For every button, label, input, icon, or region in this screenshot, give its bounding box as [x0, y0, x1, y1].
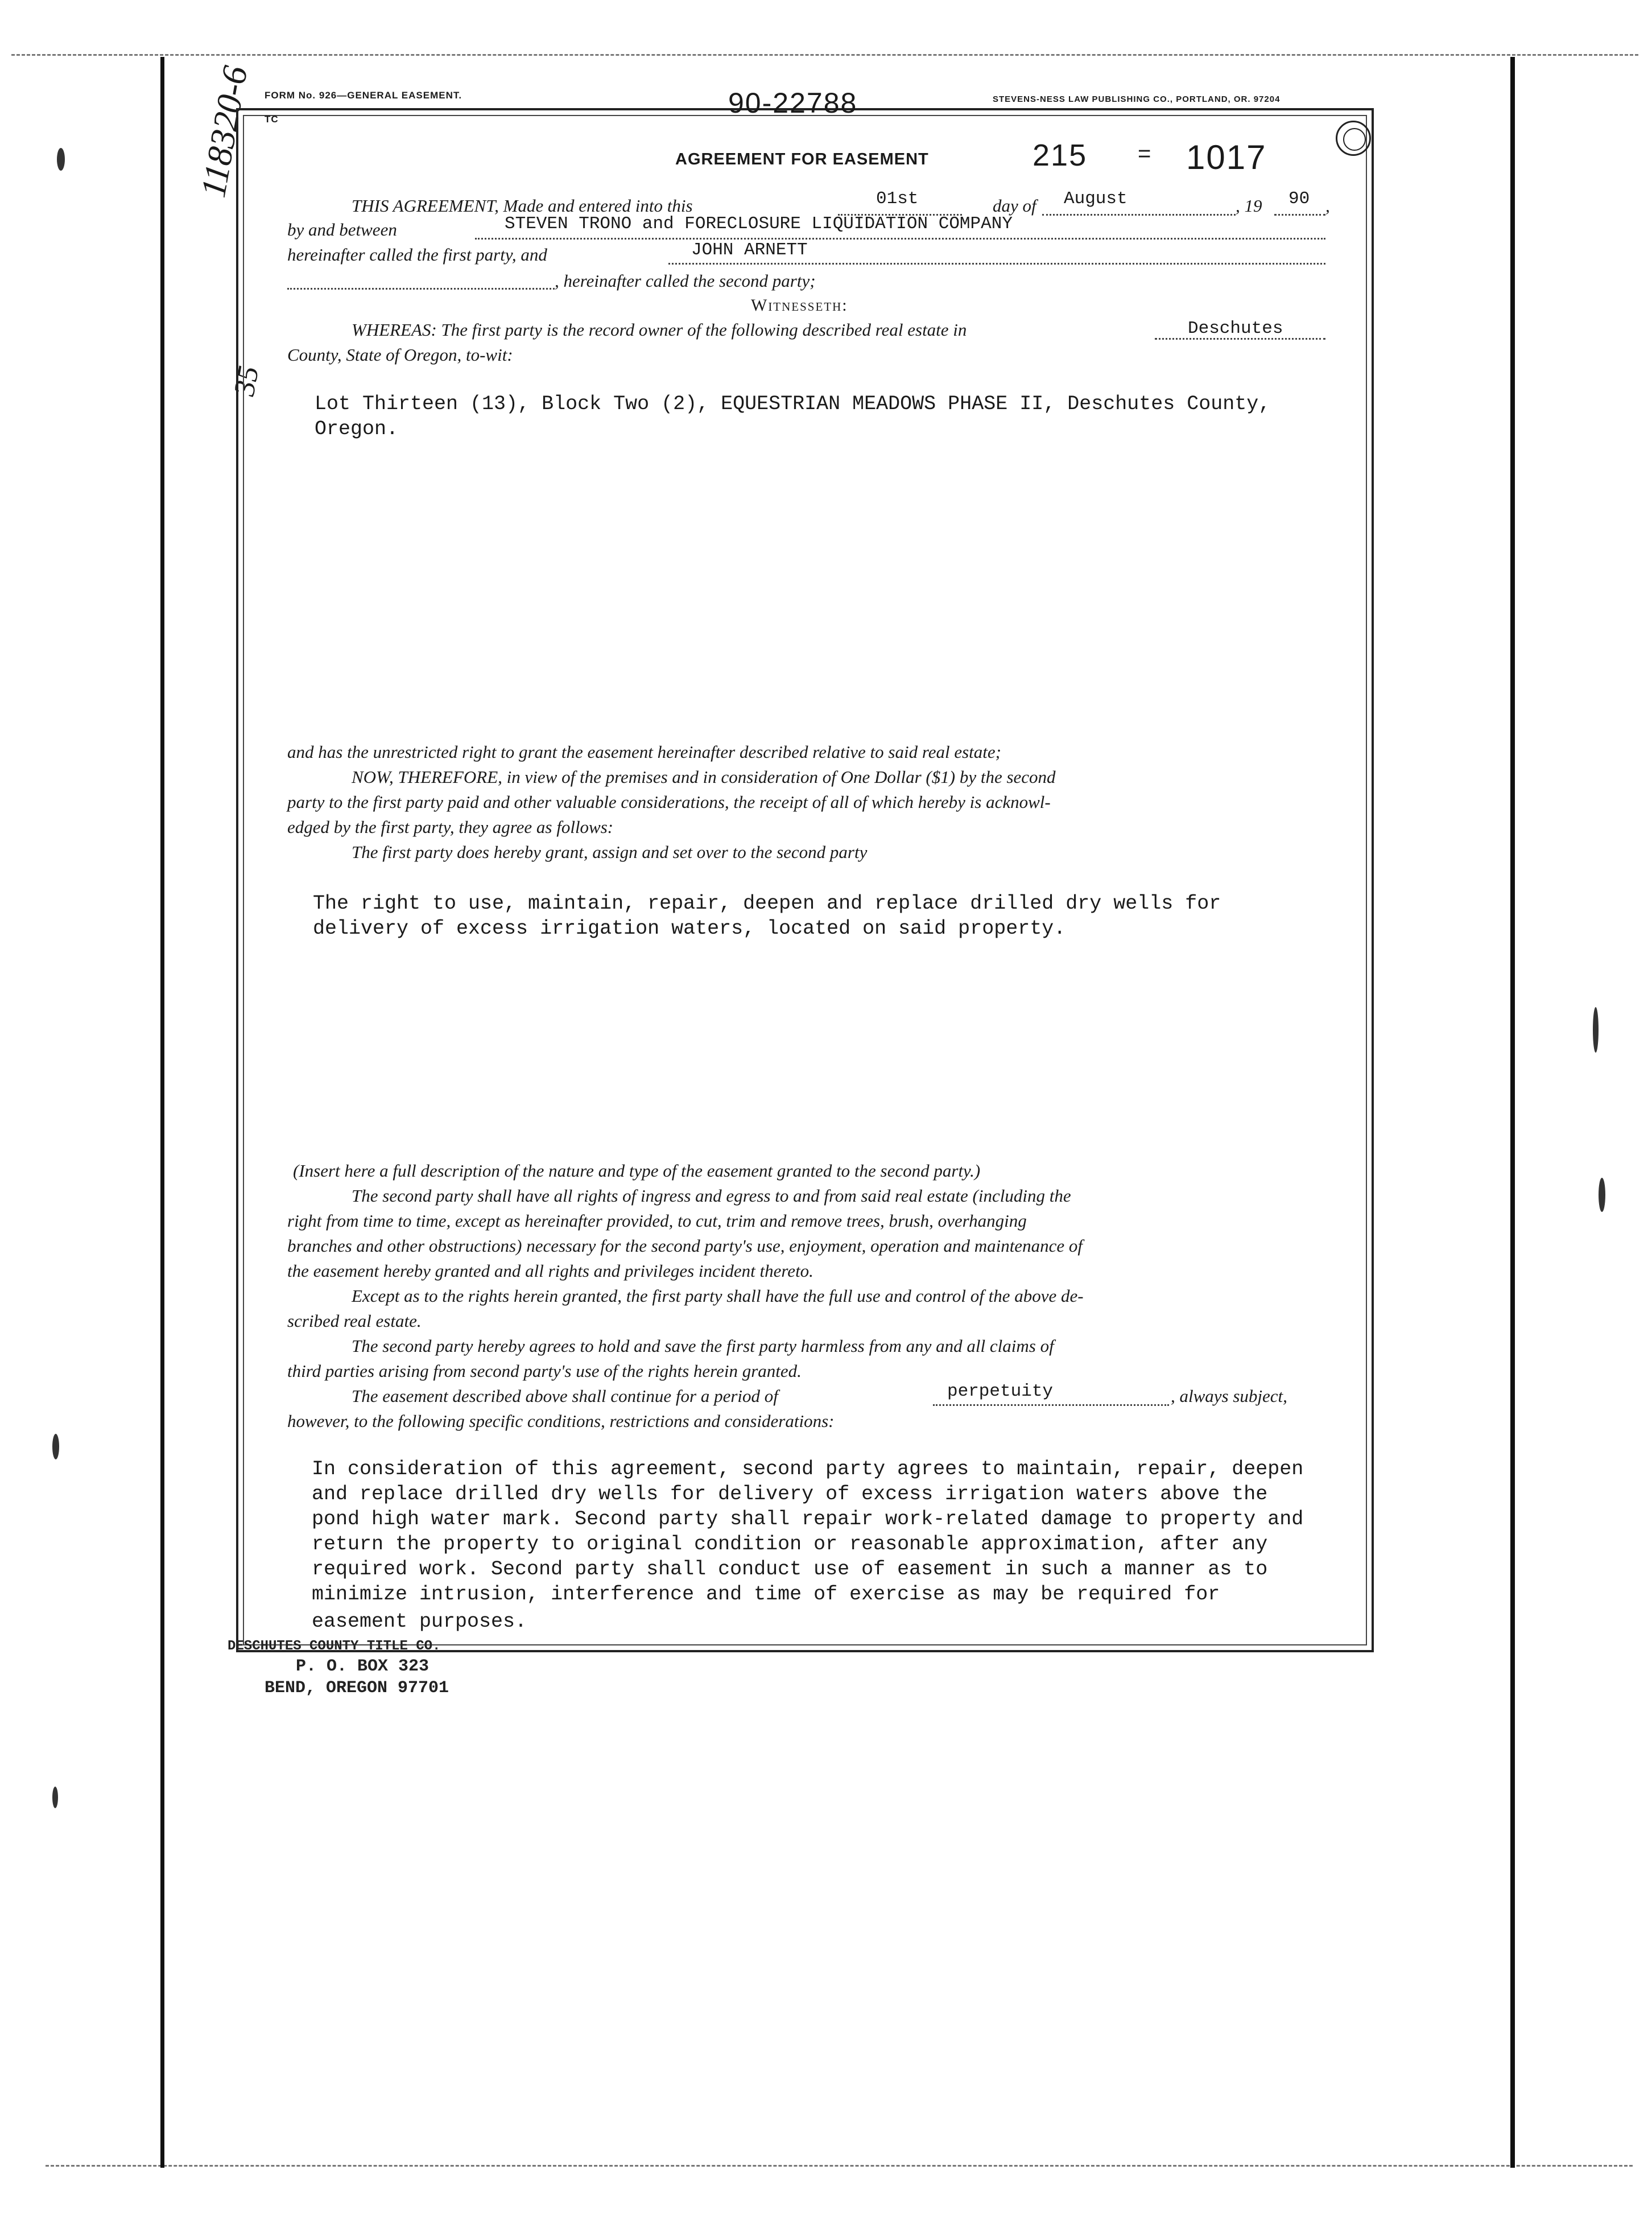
return-stamp-line: P. O. BOX 323: [296, 1657, 429, 1676]
second-party-name: JOHN ARNETT: [691, 240, 808, 260]
stamp-dash: =: [1138, 141, 1153, 166]
second-party-label: , hereinafter called the second party;: [555, 271, 816, 291]
month-blank: [1042, 214, 1236, 216]
scan-speck: [1599, 1178, 1605, 1212]
witnesseth: Witnesseth:: [751, 296, 848, 315]
legal-description-line: Lot Thirteen (13), Block Two (2), EQUESTRIAN MEADOWS PHASE II, Deschutes County,: [315, 393, 1271, 415]
whereas-text: WHEREAS: The first party is the record owner of the following described real estate in: [352, 320, 967, 340]
publisher-logo-icon: [1336, 121, 1371, 156]
condition-line: In consideration of this agreement, second party agrees to maintain, repair, deepen: [312, 1458, 1304, 1480]
first-party-blank: [475, 238, 1325, 240]
first-party-name: STEVEN TRONO and FORECLOSURE LIQUIDATION COMPANY: [505, 214, 1013, 234]
terms-line: the easement hereby granted and all rights and privileges incident thereto.: [287, 1261, 813, 1281]
return-stamp-line: DESCHUTES COUNTY TITLE CO.: [228, 1639, 441, 1654]
condition-line: return the property to original condition or reasonable approximation, after any: [312, 1533, 1268, 1556]
agreement-lead: THIS AGREEMENT, Made and entered into this: [352, 196, 693, 216]
condition-line: minimize intrusion, interference and time of exercise as may be required for: [312, 1583, 1220, 1606]
legal-description-line: Oregon.: [315, 418, 399, 440]
first-party-label: hereinafter called the first party, and: [287, 245, 547, 265]
by-and-between: by and between: [287, 220, 397, 240]
year-prefix: , 19: [1236, 196, 1262, 216]
handwritten-file-number: 118320-6: [193, 63, 255, 200]
scan-edge-top: [11, 54, 1638, 56]
county-name: Deschutes: [1188, 319, 1283, 339]
agreement-comma: ,: [1325, 196, 1330, 216]
consideration-line: party to the first party paid and other valuable considerations, the receipt of all of which hereby is acknowl-: [287, 792, 1051, 812]
scan-speck: [1593, 1007, 1599, 1053]
scan-speck: [52, 1434, 59, 1459]
agreement-month: August: [1064, 189, 1128, 209]
agreement-year: 90: [1288, 189, 1310, 209]
terms-line: Except as to the rights herein granted, the first party shall have the full use and control of the above de-: [352, 1286, 1084, 1306]
period-blank: [933, 1404, 1169, 1406]
terms-line: The second party hereby agrees to hold and save the first party harmless from any and all claims of: [352, 1336, 1054, 1356]
consideration-line: The first party does hereby grant, assign and set over to the second party: [352, 842, 868, 862]
scan-border-left: [160, 57, 164, 2168]
terms-line: branches and other obstructions) necessary for the second party's use, enjoyment, operation and maintenance of: [287, 1236, 1083, 1256]
second-party-blank-2: [287, 288, 555, 290]
easement-grant-line: delivery of excess irrigation waters, located on said property.: [313, 917, 1066, 940]
form-tc: TC: [265, 114, 279, 125]
publisher: STEVENS-NESS LAW PUBLISHING CO., PORTLAND, OR. 97204: [993, 94, 1281, 104]
condition-line: and replace drilled dry wells for delivery of excess irrigation waters above the: [312, 1483, 1268, 1505]
form-number: FORM No. 926—GENERAL EASEMENT.: [265, 90, 462, 101]
consideration-line: edged by the first party, they agree as follows:: [287, 817, 614, 837]
document-number-stamp: 90-22788: [728, 87, 858, 119]
scan-speck: [52, 1787, 58, 1808]
return-stamp-line: BEND, OREGON 97701: [265, 1678, 449, 1698]
terms-line: scribed real estate.: [287, 1311, 422, 1331]
terms-line: The second party shall have all rights of ingress and egress to and from said real estate (including the: [352, 1186, 1071, 1206]
agreement-day: 01st: [876, 189, 919, 209]
condition-line: easement purposes.: [312, 1610, 527, 1633]
day-of-label: day of: [993, 196, 1036, 216]
consideration-line: and has the unrestricted right to grant the easement hereinafter described relative to said real estate;: [287, 742, 1001, 762]
scan-edge-bottom: [46, 2165, 1633, 2167]
scan-speck: [57, 148, 65, 171]
period-tail: , always subject,: [1171, 1386, 1287, 1406]
book-number-stamp: 215: [1032, 138, 1088, 172]
document-title: AGREEMENT FOR EASEMENT: [675, 150, 929, 168]
handwritten-fee: 35: [228, 363, 266, 399]
period-line-2: however, to the following specific conditions, restrictions and considerations:: [287, 1411, 835, 1431]
terms-line: right from time to time, except as hereinafter provided, to cut, trim and remove trees, brush, overhanging: [287, 1211, 1027, 1231]
second-party-blank: [668, 263, 1325, 265]
terms-line: (Insert here a full description of the nature and type of the easement granted to the second party.): [293, 1161, 981, 1181]
condition-line: pond high water mark. Second party shall repair work-related damage to property and: [312, 1508, 1304, 1531]
terms-line: third parties arising from second party's use of the rights herein granted.: [287, 1361, 802, 1381]
period-value: perpetuity: [947, 1381, 1054, 1401]
whereas-county-line: County, State of Oregon, to-wit:: [287, 345, 513, 365]
easement-grant-line: The right to use, maintain, repair, deepen and replace drilled dry wells for: [313, 892, 1221, 915]
period-lead: The easement described above shall continue for a period of: [352, 1386, 778, 1406]
scan-border-right: [1510, 57, 1515, 2168]
year-blank: [1274, 214, 1325, 216]
page-number-stamp: 1017: [1186, 138, 1267, 176]
consideration-line: NOW, THEREFORE, in view of the premises and in consideration of One Dollar ($1) by the second: [352, 767, 1056, 787]
condition-line: required work. Second party shall conduct use of easement in such a manner as to: [312, 1558, 1268, 1581]
